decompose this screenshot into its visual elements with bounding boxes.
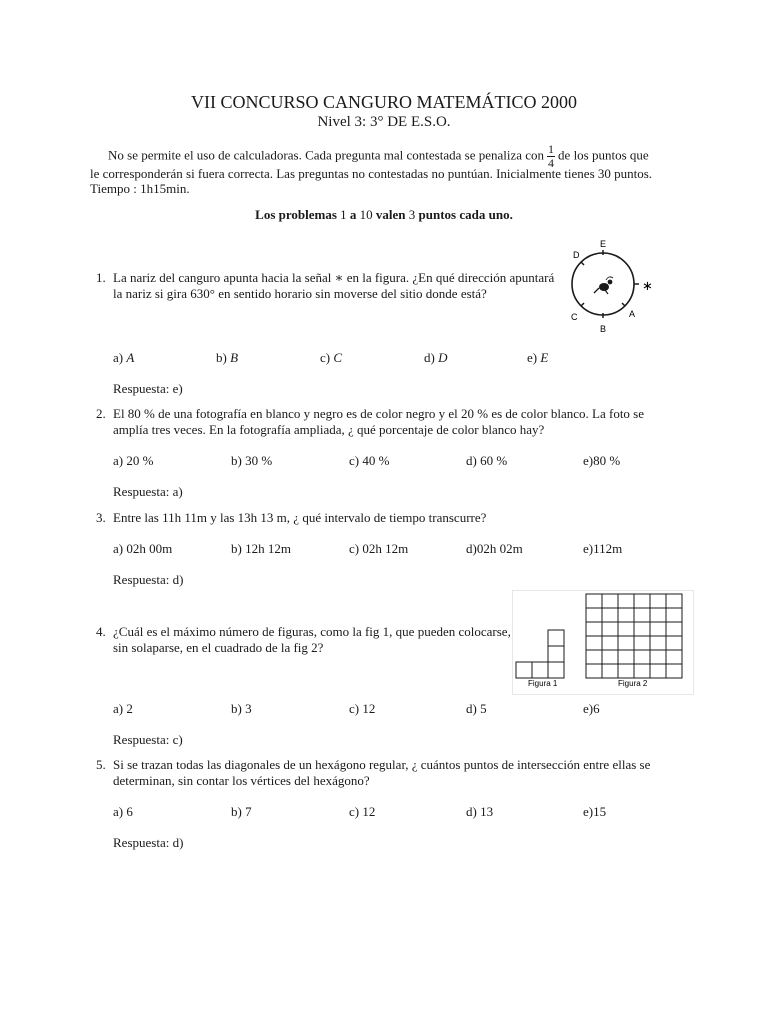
option-text: 3 [245,701,252,716]
question-number: 4. [96,624,106,639]
fraction-denominator: 4 [548,156,555,170]
option-text: 12 [362,804,376,819]
option-text: E [540,350,549,365]
option-text: 02h 12m [362,541,409,556]
section-mid2: valen [375,207,406,222]
page-title: VII CONCURSO CANGURO MATEMÁTICO 2000 [190,92,577,112]
option-text: 15 [593,804,607,819]
compass-label-b: B [600,324,607,334]
question-text-line: determinan, sin contar los vértices del hexágono? [113,773,370,788]
figure-2-grid [586,594,682,678]
question-text-line: Si se trazan todas las diagonales de un hexágono regular, ¿ cuántos puntos de intersección entre ellas se [113,757,651,772]
option-d [424,350,447,366]
option-a [113,453,153,469]
option-c [349,701,375,717]
option-letter: c) [349,701,360,716]
question-number: 5. [96,757,106,772]
page-subtitle: Nivel 3: 3° DE E.S.O. [317,114,451,130]
option-a [113,541,172,557]
option-letter: b) [231,453,242,468]
compass-label-a: A [629,309,636,319]
figure-2-label: Figura 2 [618,679,648,688]
option-c [349,453,389,469]
option-letter: b) [216,350,227,365]
question-text-line: ¿Cuál es el máximo número de figuras, como la fig 1, que pueden colocarse, [113,624,511,639]
option-text: 13 [480,804,494,819]
option-text: B [230,350,239,365]
option-letter: b) [231,701,242,716]
fraction-numerator: 1 [548,142,555,156]
option-text: 6 [126,804,133,819]
option-letter: a) [113,350,124,365]
option-letter: d) [424,350,435,365]
figure-1-label: Figura 1 [528,679,558,688]
option-b [216,350,238,366]
answer-text: Respuesta: d) [113,835,184,850]
intro-text-1: No se permite el uso de calculadoras. Cada pregunta mal contestada se penaliza con [108,147,545,163]
compass-figure [560,238,660,338]
option-text: 02h 00m [126,541,173,556]
option-letter: c) [349,453,360,468]
question-number: 2. [96,406,106,421]
option-e [583,804,606,820]
option-a [113,350,134,366]
section-n2: 10 [359,207,373,222]
option-d [466,804,493,820]
intro-line-2: le corresponderán si fuera correcta. Las preguntas no contestadas no puntúan. Inicialmente tienes 30 puntos. [90,166,653,181]
option-e [583,701,600,717]
tick-c [581,303,584,306]
question-text-line: El 80 % de una fotografía en blanco y negro es de color negro y el 20 % es de color blanco. La foto se [113,406,645,421]
option-d [466,541,523,557]
option-letter: d) [466,804,477,819]
option-c [349,804,375,820]
option-letter: a) [113,541,124,556]
figure-1-l-shape [516,630,564,678]
option-letter: c) [320,350,331,365]
section-heading [0,207,768,223]
option-e [583,541,622,557]
compass-label-e: E [600,239,607,249]
option-e [527,350,548,366]
question-text-line: la nariz si gira 630° en sentido horario sin moverse del sitio donde está? [113,286,487,301]
question-number: 3. [96,510,106,525]
option-letter: d) [466,701,477,716]
compass-label-c: C [571,312,578,322]
option-text: A [126,350,135,365]
option-a [113,804,133,820]
option-e [583,453,620,469]
option-text: 40 % [362,453,390,468]
answer-text: Respuesta: a) [113,484,183,499]
option-a [113,701,133,717]
option-b [231,453,272,469]
section-post: puntos cada uno. [418,207,513,222]
grid-figures [512,590,694,695]
section-mid: a [349,207,357,222]
tick-a [622,303,625,306]
question-text-line: Entre las 11h 11m y las 13h 13 m, ¿ qué intervalo de tiempo transcurre? [113,510,487,525]
option-d [466,701,487,717]
option-text: 112m [593,541,623,556]
option-text: 20 % [126,453,154,468]
option-b [231,701,252,717]
answer-text: Respuesta: c) [113,732,183,747]
question-text-line: La nariz del canguro apunta hacia la señal ∗ en la figura. ¿En qué dirección apuntará [113,270,555,285]
option-letter: b) [231,541,242,556]
section-n3: 3 [408,207,416,222]
option-text: 2 [126,701,133,716]
kangaroo-icon [594,277,613,294]
question-number: 1. [96,270,106,285]
answer-text: Respuesta: e) [113,381,183,396]
option-text: 02h 02m [476,541,523,556]
option-b [231,541,291,557]
option-letter: d) [466,453,477,468]
option-text: 7 [245,804,252,819]
option-letter: e) [583,453,594,468]
option-d [466,453,507,469]
option-letter: e) [583,701,594,716]
intro-line-3: Tiempo : 1h15min. [90,181,190,196]
option-text: 30 % [245,453,273,468]
option-letter: a) [113,804,124,819]
answer-text: Respuesta: d) [113,572,184,587]
intro-text-2: de los puntos que [558,147,649,163]
section-n1: 1 [340,207,347,222]
option-letter: d) [466,541,477,556]
option-b [231,804,252,820]
option-letter: a) [113,453,124,468]
option-letter: a) [113,701,124,716]
option-letter: b) [231,804,242,819]
option-letter: e) [527,350,538,365]
question-text-line: amplía tres veces. En la fotografía ampliada, ¿ qué porcentaje de color blanco hay? [113,422,545,437]
option-letter: c) [349,804,360,819]
option-text: 5 [480,701,487,716]
tick-d [581,262,584,265]
option-text: D [438,350,448,365]
option-text: 12h 12m [245,541,291,556]
option-letter: e) [583,541,594,556]
compass-label-star: ∗ [642,278,653,293]
option-c [349,541,408,557]
option-letter: c) [349,541,360,556]
option-text: 12 [362,701,376,716]
option-text: 60 % [480,453,508,468]
option-text: 6 [593,701,600,716]
option-letter: e) [583,804,594,819]
option-c [320,350,342,366]
compass-label-d: D [573,250,580,260]
question-text-line: sin solaparse, en el cuadrado de la fig 2? [113,640,324,655]
section-pre: Los problemas [255,207,337,222]
option-text: 80 % [593,453,621,468]
option-text: C [333,350,343,365]
